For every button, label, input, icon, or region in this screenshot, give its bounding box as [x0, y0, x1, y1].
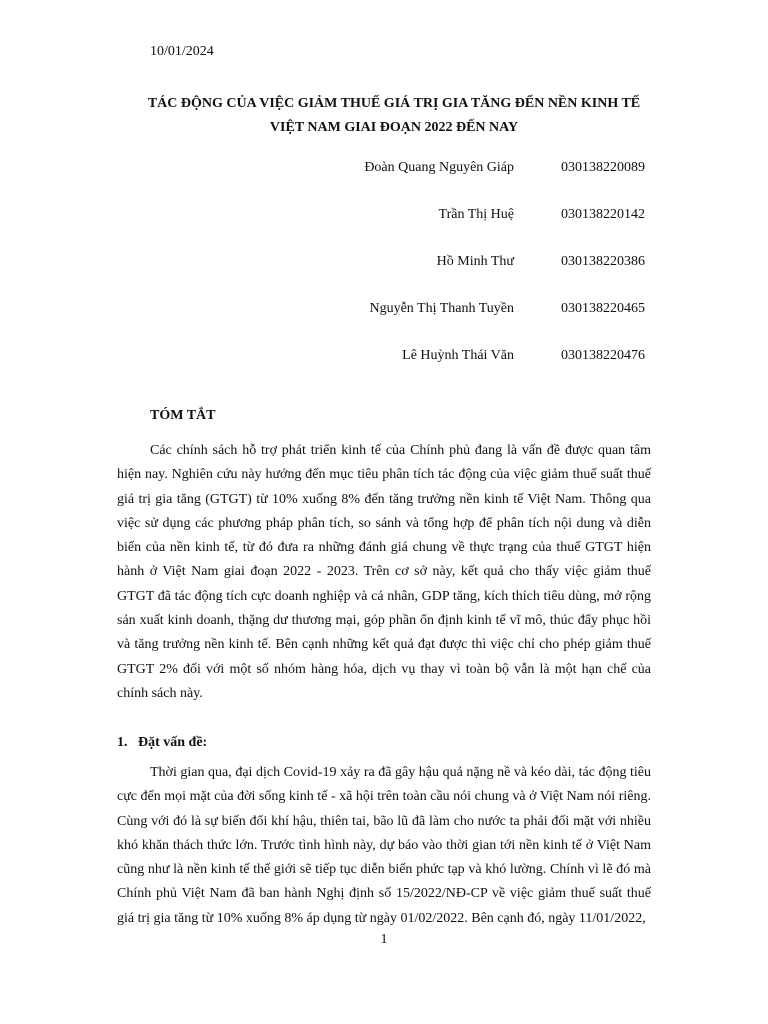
abstract-heading: TÓM TẮT: [150, 408, 216, 423]
author-row: [150, 160, 670, 207]
author-name: Đoàn Quang Nguyên Giáp: [364, 160, 514, 175]
author-name: Hồ Minh Thư: [436, 254, 514, 269]
author-student-id: 030138220386: [561, 254, 645, 269]
author-row: [150, 207, 670, 254]
paper-title: TÁC ĐỘNG CỦA VIỆC GIẢM THUẾ GIÁ TRỊ GIA TĂNG ĐẾN NỀN KINH TẾ VIỆT NAM GIAI ĐOẠN 2022 ĐẾN NAY: [147, 96, 641, 135]
author-row: [150, 254, 670, 301]
author-row: [150, 301, 670, 348]
author-name: Trần Thị Huệ: [438, 207, 514, 222]
author-student-id: 030138220465: [561, 301, 645, 316]
author-name: Lê Huỳnh Thái Văn: [402, 348, 514, 363]
abstract-text: Các chính sách hỗ trợ phát triển kinh tế của Chính phủ đang là vấn đề được quan tâm hiện nay. Nghiên cứu này hướng đến mục tiêu phân tích tác động của việc giảm thuế suất thuế giá trị gia tăng (GTGT) từ 10% xuống 8% đến tăng trưởng nền kinh tế Việt Nam. Thông qua việc sử dụng các phương pháp phân tích, so sánh và tổng hợp để phân tích nội dung và diễn biến của nền kinh tế, từ đó đưa ra những đánh giá chung về thực trạng của thuế GTGT hiện hành ở Việt Nam giai đoạn 2022 - 2023. Trên cơ sở này, kết quả cho thấy việc giảm thuế GTGT đã tác động tích cực doanh nghiệp và cá nhân, GDP tăng, kích thích tiêu dùng, mở rộng sản xuất kinh doanh, thặng dư thương mại, góp phần ổn định kinh tế vĩ mô, thúc đẩy phục hồi và tăng trưởng nền kinh tế. Bên cạnh những kết quả đạt được thì việc chỉ cho phép giảm thuế GTGT 2% đối với một số nhóm hàng hóa, dịch vụ thay vì toàn bộ vẫn là một hạn chế của chính sách này.: [117, 443, 651, 701]
section-number: 1.: [117, 735, 128, 750]
author-student-id: 030138220142: [561, 207, 645, 222]
author-name: Nguyễn Thị Thanh Tuyền: [369, 301, 514, 316]
author-student-id: 030138220089: [561, 160, 645, 175]
document-date: 10/01/2024: [150, 44, 214, 59]
section-title: Đặt vấn đề:: [138, 735, 208, 750]
author-student-id: 030138220476: [561, 348, 645, 363]
author-row: [150, 348, 670, 395]
section-heading: [117, 735, 207, 751]
page-number: 1: [380, 932, 388, 947]
author-list: [150, 160, 670, 395]
section-body-text: Thời gian qua, đại dịch Covid-19 xảy ra đã gây hậu quả nặng nề và kéo dài, tác động tiêu cực đến mọi mặt của đời sống kinh tế - xã hội trên toàn cầu nói chung và ở Việt Nam nói riêng. Cùng với đó là sự biến đổi khí hậu, thiên tai, bão lũ đã làm cho nước ta phải đối mặt với nhiều khó khăn thách thức lớn. Trước tình hình này, dự báo vào thời gian tới nền kinh tế ở Việt Nam cũng như là nền kinh tế thế giới sẽ tiếp tục diễn biến phức tạp và khó lường. Chính vì lẽ đó mà Chính phủ Việt Nam đã ban hành Nghị định số 15/2022/NĐ-CP về việc giảm thuế suất thuế giá trị gia tăng từ 10% xuống 8% áp dụng từ ngày 01/02/2022. Bên cạnh đó, ngày 11/01/2022,: [117, 765, 651, 926]
